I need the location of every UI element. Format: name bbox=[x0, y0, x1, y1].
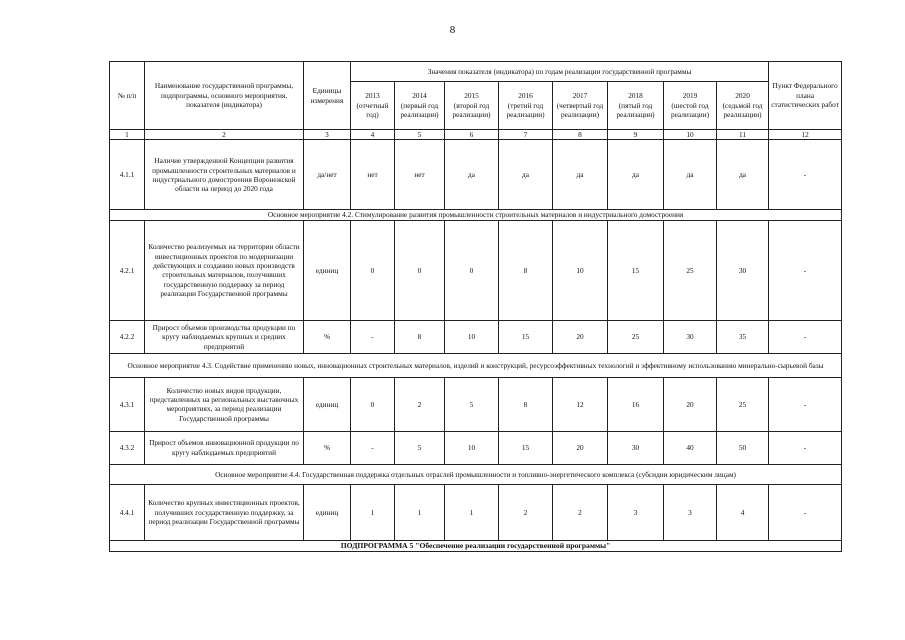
table-row bbox=[110, 140, 842, 210]
row-indicator-name: Прирост объемов инновационной продукции по кругу наблюдаемых предприятий bbox=[145, 431, 304, 464]
column-number: 7 bbox=[499, 130, 553, 140]
row-value: да bbox=[664, 140, 717, 210]
table-row bbox=[110, 220, 842, 320]
row-value: 1 bbox=[445, 484, 499, 540]
row-federal-plan: - bbox=[769, 484, 842, 540]
row-value: да bbox=[553, 140, 608, 210]
row-unit: единиц bbox=[304, 484, 351, 540]
row-value: 5 bbox=[395, 431, 445, 464]
row-number: 4.4.1 bbox=[110, 484, 145, 540]
row-value: да bbox=[445, 140, 499, 210]
row-value: 8 bbox=[499, 377, 553, 431]
row-value: 10 bbox=[445, 320, 499, 353]
section-row bbox=[110, 464, 842, 484]
section-title: Основное мероприятие 4.3. Содействие применению новых, инновационных строительных материалов, изделий и конструкций, ресурсоэффективных технологий и эффективному использованию минерально-сырьевой базы bbox=[110, 353, 842, 377]
row-value: 3 bbox=[664, 484, 717, 540]
column-number: 11 bbox=[717, 130, 769, 140]
row-value: 30 bbox=[664, 320, 717, 353]
header-year: 2013 bbox=[365, 91, 380, 101]
row-value: 0 bbox=[351, 377, 395, 431]
indicator-table bbox=[109, 61, 842, 552]
header-year-label: (шестой год реализации) bbox=[670, 100, 710, 120]
section-title: Основное мероприятие 4.4. Государственная поддержка отдельных отраслей промышленности и топливно-энергетического комплекса (субсидии юридическим лицам) bbox=[110, 464, 842, 484]
row-number: 4.2.1 bbox=[110, 220, 145, 320]
row-indicator-name: Количество крупных инвестиционных проектов, получивших государственную поддержку, за период реализации Государственной программы bbox=[145, 484, 304, 540]
row-value: 5 bbox=[445, 377, 499, 431]
row-federal-plan: - bbox=[769, 140, 842, 210]
subprogram-row bbox=[110, 540, 842, 551]
row-number: 4.1.1 bbox=[110, 140, 145, 210]
row-indicator-name: Количество реализуемых на территории области инвестиционных проектов по модернизации действующих и созданию новых производств строительных материалов, получивших государственную поддержку за период реализации Государственной программы bbox=[145, 220, 304, 320]
row-value: - bbox=[351, 320, 395, 353]
table-row bbox=[110, 484, 842, 540]
row-value: 10 bbox=[553, 220, 608, 320]
header-units: Единицы измерения bbox=[304, 62, 351, 130]
row-value: 2 bbox=[499, 484, 553, 540]
row-federal-plan: - bbox=[769, 220, 842, 320]
row-value: 8 bbox=[395, 320, 445, 353]
column-number: 12 bbox=[769, 130, 842, 140]
row-value: 4 bbox=[717, 484, 769, 540]
column-number: 2 bbox=[145, 130, 304, 140]
row-value: да bbox=[499, 140, 553, 210]
row-value: 20 bbox=[553, 320, 608, 353]
column-number: 6 bbox=[445, 130, 499, 140]
row-indicator-name: Прирост объемов производства продукции по кругу наблюдаемых крупных и средних предприятий bbox=[145, 320, 304, 353]
row-unit: единиц bbox=[304, 220, 351, 320]
page-number: 8 bbox=[449, 24, 456, 36]
row-value: 15 bbox=[499, 320, 553, 353]
table-row bbox=[110, 431, 842, 464]
header-year-cell bbox=[608, 82, 664, 130]
header-year-label: (второй год реализации) bbox=[452, 100, 491, 120]
row-value: - bbox=[351, 431, 395, 464]
header-year-label: (пятый год реализации) bbox=[616, 100, 655, 120]
row-federal-plan: - bbox=[769, 431, 842, 464]
row-value: 20 bbox=[553, 431, 608, 464]
column-number: 9 bbox=[608, 130, 664, 140]
row-federal-plan: - bbox=[769, 377, 842, 431]
column-number: 8 bbox=[553, 130, 608, 140]
row-number: 4.3.2 bbox=[110, 431, 145, 464]
row-value: 8 bbox=[499, 220, 553, 320]
column-number: 5 bbox=[395, 130, 445, 140]
table-row bbox=[110, 320, 842, 353]
header-year-cell bbox=[351, 82, 395, 130]
row-value: 0 bbox=[445, 220, 499, 320]
row-indicator-name: Наличие утвержденной Концепции развития промышленности строительных материалов и индустриального домостроения Воронежской области на период до 2020 года bbox=[145, 140, 304, 210]
column-number: 4 bbox=[351, 130, 395, 140]
section-title: Основное мероприятие 4.2. Стимулирование развития промышленности строительных материалов и индустриального домостроения bbox=[110, 210, 842, 220]
row-value: 25 bbox=[664, 220, 717, 320]
row-value: 30 bbox=[608, 431, 664, 464]
header-year-cell bbox=[553, 82, 608, 130]
row-value: 3 bbox=[608, 484, 664, 540]
row-unit: да/нет bbox=[304, 140, 351, 210]
header-year-cell bbox=[717, 82, 769, 130]
header-year: 2014 bbox=[412, 91, 427, 101]
row-number: 4.2.2 bbox=[110, 320, 145, 353]
header-year-cell bbox=[499, 82, 553, 130]
header-year: 2020 bbox=[735, 91, 750, 101]
row-unit: единиц bbox=[304, 377, 351, 431]
row-value: 0 bbox=[395, 220, 445, 320]
row-unit: % bbox=[304, 431, 351, 464]
row-value: 1 bbox=[395, 484, 445, 540]
row-value: 15 bbox=[499, 431, 553, 464]
header-num: № п/п bbox=[110, 62, 145, 130]
header-year: 2019 bbox=[682, 91, 698, 101]
column-number: 3 bbox=[304, 130, 351, 140]
header-year: 2016 bbox=[518, 91, 533, 101]
row-federal-plan: - bbox=[769, 320, 842, 353]
row-value: нет bbox=[395, 140, 445, 210]
row-number: 4.3.1 bbox=[110, 377, 145, 431]
column-number: 10 bbox=[664, 130, 717, 140]
row-value: 10 bbox=[445, 431, 499, 464]
row-value: нет bbox=[351, 140, 395, 210]
row-indicator-name: Количество новых видов продукции, представленных на региональных выставочных мероприятиях, за период реализации Государственной программы bbox=[145, 377, 304, 431]
table-row bbox=[110, 377, 842, 431]
header-year-cell bbox=[445, 82, 499, 130]
row-value: 25 bbox=[608, 320, 664, 353]
row-value: 15 bbox=[608, 220, 664, 320]
row-value: 2 bbox=[553, 484, 608, 540]
header-federal-plan: Пункт Федерального плана статистических работ bbox=[769, 62, 842, 130]
row-value: 35 bbox=[717, 320, 769, 353]
row-unit: % bbox=[304, 320, 351, 353]
column-number: 1 bbox=[110, 130, 145, 140]
row-value: да bbox=[608, 140, 664, 210]
header-year: 2018 bbox=[628, 91, 643, 101]
row-value: 12 bbox=[553, 377, 608, 431]
header-year-cell bbox=[395, 82, 445, 130]
row-value: 0 bbox=[351, 220, 395, 320]
header-values-group: Значения показателя (индикатора) по годам реализации государственной программы bbox=[351, 62, 769, 82]
row-value: да bbox=[717, 140, 769, 210]
header-year-label: (седьмой год реализации) bbox=[722, 100, 763, 120]
row-value: 20 bbox=[664, 377, 717, 431]
row-value: 2 bbox=[395, 377, 445, 431]
subprogram-title: ПОДПРОГРАММА 5 "Обеспечение реализации государственной программы" bbox=[110, 540, 842, 551]
row-value: 1 bbox=[351, 484, 395, 540]
header-year-label: (четвертый год реализации) bbox=[556, 100, 604, 120]
header-year: 2015 bbox=[464, 91, 479, 101]
row-value: 16 bbox=[608, 377, 664, 431]
header-name: Наименование государственной программы, подпрограммы, основного мероприятия, показателя (индикатора) bbox=[145, 62, 304, 130]
header-year-label: (первый год реализации) bbox=[400, 100, 439, 120]
row-value: 30 bbox=[717, 220, 769, 320]
header-year-label: (отчетный год) bbox=[356, 100, 389, 120]
header-year-label: (третий год реализации) bbox=[506, 100, 545, 120]
header-year-cell bbox=[664, 82, 717, 130]
section-row bbox=[110, 353, 842, 377]
row-value: 50 bbox=[717, 431, 769, 464]
header-year: 2017 bbox=[572, 91, 588, 101]
row-value: 25 bbox=[717, 377, 769, 431]
row-value: 40 bbox=[664, 431, 717, 464]
section-row bbox=[110, 210, 842, 220]
